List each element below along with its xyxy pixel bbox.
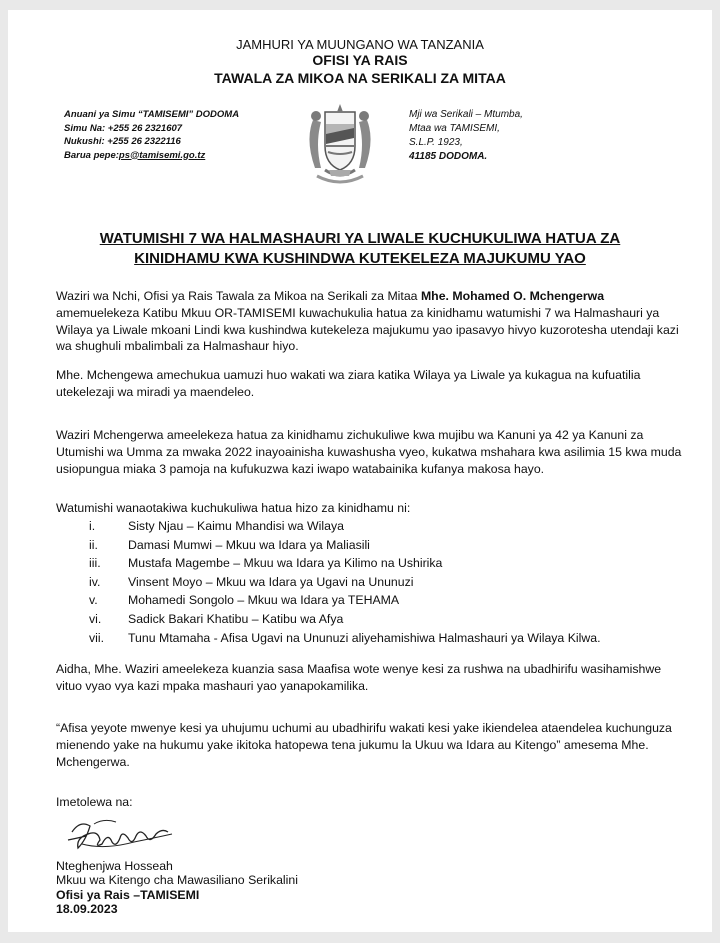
telegram-address: Anuani ya Simu “TAMISEMI” DODOMA — [64, 109, 240, 120]
list-item — [56, 591, 696, 610]
list-item — [56, 629, 696, 648]
city: DODOMA. — [438, 151, 488, 162]
list-number: ii. — [89, 537, 98, 552]
email-label: Barua pepe: — [64, 149, 119, 161]
list-number: iv. — [89, 574, 101, 589]
header-republic: JAMHURI YA MUUNGANO WA TANZANIA — [236, 37, 484, 52]
address-line-1: Mji wa Serikali – Mtumba, — [409, 109, 523, 120]
signer-office: Ofisi ya Rais –TAMISEMI — [56, 887, 200, 902]
address-line-2: Mtaa wa TAMISEMI, — [409, 123, 500, 134]
list-item — [56, 573, 696, 592]
fax-number: Nukushi: +255 26 2322116 — [64, 136, 181, 147]
list-text: Mohamedi Songolo – Mkuu wa Idara ya TEHAMA — [128, 593, 400, 608]
list-text: Sadick Bakari Khatibu – Katibu wa Afya — [128, 611, 344, 626]
contact-left-block — [64, 108, 239, 162]
press-release-title — [8, 229, 712, 269]
intro-text-rest: amemuelekeza Katibu Mkuu OR-TAMISEMI kuwachukulia hatua za kinidhamu watumishi 7 wa Halmashauri ya Wilaya ya Liwale mkoani Lindi kwa kushindwa kutekeleza majukumu yao ipasavyo hivyo kuzorotesha utendaji kazi wa shughuli mbalimbali za Halmashaur hiyo. — [56, 305, 679, 354]
paragraph-intro — [56, 288, 682, 355]
title-line-2: KINIDHAMU KWA KUSHINDWA KUTEKELEZA MAJUKUMU YAO — [134, 250, 586, 267]
signer-name: Nteghenjwa Hosseah — [56, 859, 173, 873]
list-item — [56, 610, 696, 629]
title-line-1: WATUMISHI 7 WA HALMASHAURI YA LIWALE KUCHUKULIWA HATUA ZA — [99, 230, 621, 247]
list-number: i. — [89, 519, 96, 533]
signer-block — [56, 859, 298, 917]
list-number: vi. — [89, 611, 102, 626]
list-item — [56, 517, 696, 536]
header-office: OFISI YA RAIS — [312, 52, 408, 68]
press-release-page — [8, 10, 712, 932]
list-number: iii. — [89, 556, 101, 571]
intro-text-start: Waziri wa Nchi, Ofisi ya Rais Tawala za Mikoa na Serikali za Mitaa — [56, 289, 421, 303]
header-department: TAWALA ZA MIKOA NA SERIKALI ZA MITAA — [214, 70, 506, 86]
paragraph-quote: “Afisa yeyote mwenye kesi ya uhujumu uchumi au ubadhirifu wakati kesi yake ikiendelea ataendelea kuchunguza mienendo yake na hukumu yake ikitoka hatopewa tena jukumu la Ukuu wa Idara au Kitengo” amesema Mhe. Mchengerwa. — [56, 721, 672, 769]
postcode: 41185 — [409, 151, 437, 162]
list-number: v. — [89, 593, 98, 608]
list-text: Mustafa Magembe – Mkuu wa Idara ya Kilimo na Ushirika — [128, 556, 443, 571]
list-text: Damasi Mumwi – Mkuu wa Idara ya Maliasili — [128, 537, 370, 552]
po-box: S.L.P. 1923, — [409, 137, 463, 148]
list-text: Vinsent Moyo – Mkuu wa Idara ya Ugavi na Ununuzi — [128, 574, 414, 589]
signature-icon — [64, 810, 176, 858]
list-text: Sisty Njau – Kaimu Mhandisi wa Wilaya — [128, 519, 344, 533]
list-number: vii. — [89, 630, 105, 645]
staff-list — [56, 517, 696, 647]
minister-name: Mhe. Mohamed O. Mchengerwa — [420, 289, 605, 303]
paragraph-corruption-cases: Aidha, Mhe. Waziri ameelekeza kuanzia sasa Maafisa wote wenye kesi za rushwa na ubadhirifu wasihamishwe vituo vyao vya kazi mpaka mashauri yao yanapokamilika. — [56, 662, 662, 693]
list-item — [56, 554, 696, 573]
paragraph-list-intro: Watumishi wanaotakiwa kuchukuliwa hatua hizo za kinidhamu ni: — [56, 501, 411, 515]
email-line — [64, 149, 239, 163]
contact-right-block — [409, 108, 523, 164]
paragraph-regulation: Waziri Mchengerwa ameelekeza hatua za kinidhamu zichukuliwe kwa mujibu wa Kanuni ya 42 ya Kanuni za Utumishi wa Umma za mwaka 2022 inayoainisha kuwashusha vyeo, kukatwa mshahara kwa asilimia 15 kwa muda usiopungua miaka 3 pamoja na kufukuzwa kazi iwapo watabainika kufanya makosa hayo. — [56, 428, 682, 476]
postal-city — [409, 150, 523, 164]
release-date: 18.09.2023 — [56, 902, 118, 917]
list-text: Tunu Mtamaha - Afisa Ugavi na Ununuzi aliyehamishiwa Halmashauri ya Wilaya Kilwa. — [128, 630, 601, 645]
email-link[interactable]: ps@tamisemi.go.tz — [118, 149, 206, 161]
phone-number: Simu Na: +255 26 2321607 — [64, 122, 183, 134]
coat-of-arms-icon — [295, 100, 385, 188]
signer-position: Mkuu wa Kitengo cha Mawasiliano Serikalini — [56, 873, 298, 888]
paragraph-decision: Mhe. Mchengewa amechukua uamuzi huo wakati wa ziara katika Wilaya ya Liwale ya kukagua na kufuatilia utekelezaji wa miradi ya maendeleo. — [56, 368, 641, 399]
issued-by-label: Imetolewa na: — [56, 795, 133, 809]
list-item — [56, 536, 696, 555]
